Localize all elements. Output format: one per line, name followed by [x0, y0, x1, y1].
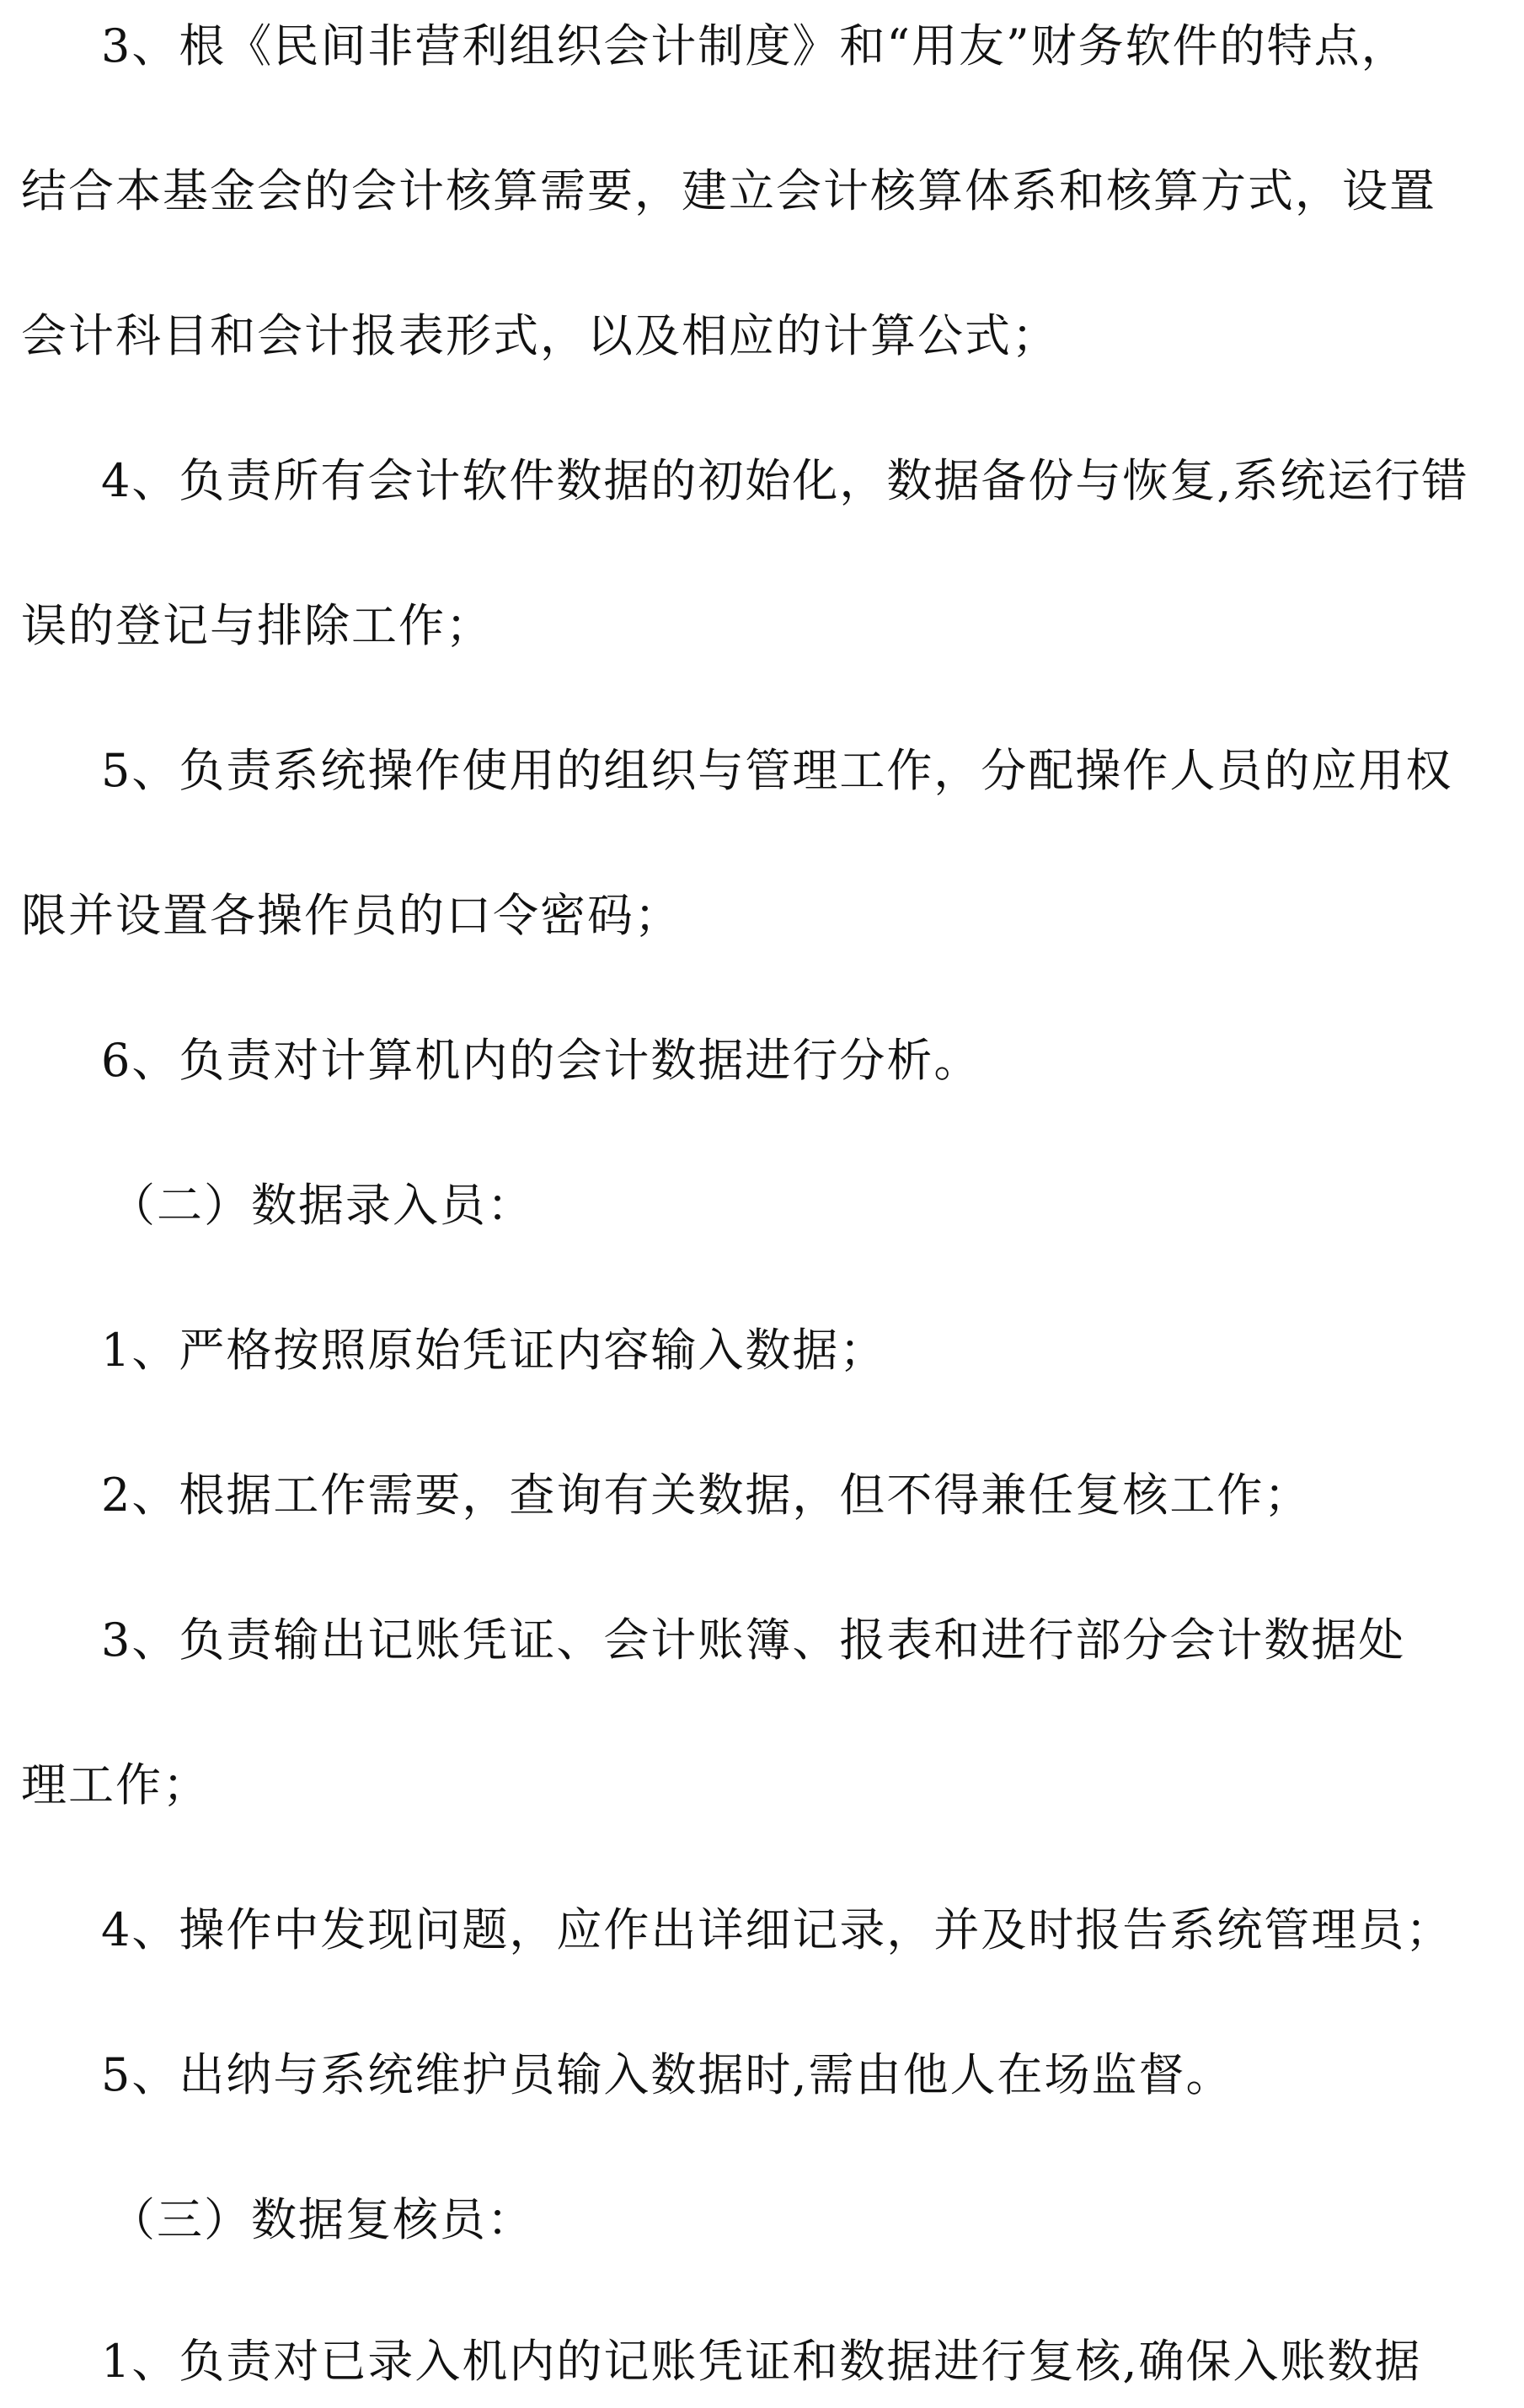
- paragraph-line-17: 1、负责对已录入机内的记账凭证和数据进行复核,确保入账数据: [101, 2335, 1422, 2388]
- paragraph-line-10: 1、严格按照原始凭证内容输入数据；: [101, 1324, 887, 1377]
- paragraph-line-13: 理工作；: [21, 1758, 210, 1811]
- paragraph-line-4: 4、负责所有会计软件数据的初始化，数据备份与恢复,系统运行错: [101, 454, 1469, 507]
- paragraph-line-3: 会计科目和会计报表形式，以及相应的计算公式；: [21, 309, 1059, 362]
- section-heading-2: （二）数据录入员：: [110, 1179, 534, 1232]
- paragraph-line-1: 3、根《民间非营利组织会计制度》和“用友”财务软件的特点，: [101, 19, 1409, 72]
- section-heading-3: （三）数据复核员：: [110, 2193, 534, 2246]
- paragraph-line-14: 4、操作中发现问题，应作出详细记录，并及时报告系统管理员；: [101, 1903, 1453, 1956]
- paragraph-line-2: 结合本基金会的会计核算需要，建立会计核算体系和核算方式，设置: [21, 164, 1436, 217]
- paragraph-line-6: 5、负责系统操作使用的组织与管理工作，分配操作人员的应用权: [101, 744, 1453, 797]
- paragraph-line-7: 限并设置各操作员的口令密码；: [21, 889, 682, 942]
- paragraph-line-12: 3、负责输出记账凭证、会计账簿、报表和进行部分会计数据处: [101, 1613, 1406, 1667]
- paragraph-line-11: 2、根据工作需要，查询有关数据，但不得兼任复核工作；: [101, 1469, 1312, 1522]
- paragraph-line-8: 6、负责对计算机内的会计数据进行分析。: [101, 1034, 981, 1087]
- paragraph-line-15: 5、出纳与系统维护员输入数据时,需由他人在场监督。: [101, 2048, 1233, 2101]
- paragraph-line-5: 误的登记与排除工作；: [21, 599, 493, 652]
